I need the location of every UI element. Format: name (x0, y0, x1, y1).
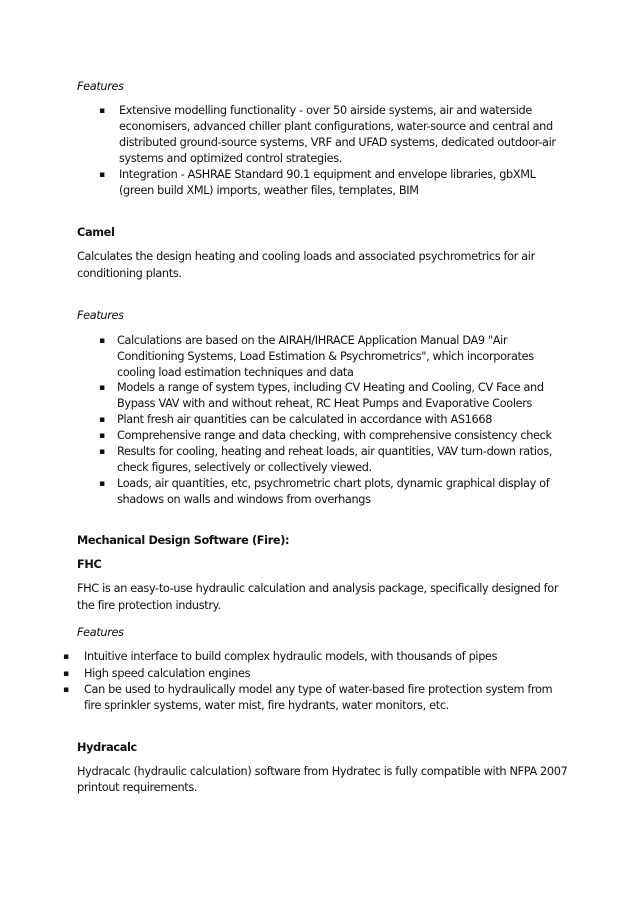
bullet-icon: ▪ (99, 336, 106, 346)
list-item-line: Results for cooling, heating and reheat loads, air quantities, VAV turn-down ratios, (117, 445, 552, 458)
paragraph-line: the fire protection industry. (77, 599, 221, 612)
bullet-icon: ▪ (99, 447, 106, 457)
bullet-icon: ▪ (63, 669, 70, 679)
bullet-icon: ▪ (99, 383, 106, 393)
list-item-line: systems and optimized control strategies. (119, 152, 342, 165)
list-item-line: Intuitive interface to build complex hydraulic models, with thousands of pipes (84, 650, 498, 663)
list-item-line: Comprehensive range and data checking, with comprehensive consistency check (117, 429, 552, 442)
paragraph-line: Hydracalc (hydraulic calculation) software from Hydratec is fully compatible with NFPA 2007 (77, 765, 568, 778)
list-item-line: Plant fresh air quantities can be calculated in accordance with AS1668 (117, 413, 493, 426)
paragraph-line: printout requirements. (77, 781, 198, 794)
list-item-line: High speed calculation engines (84, 667, 251, 680)
bullet-icon: ▪ (99, 479, 106, 489)
features-heading: Features (77, 309, 124, 322)
bullet-icon: ▪ (99, 415, 106, 425)
list-item-line: Bypass VAV with and without reheat, RC Heat Pumps and Evaporative Coolers (117, 397, 533, 410)
list-item-line: cooling load estimation techniques and data (117, 366, 354, 379)
list-item-line: Can be used to hydraulically model any type of water-based fire protection system from (84, 683, 553, 696)
list-item-line: Calculations are based on the AIRAH/IHRACE Application Manual DA9 "Air (117, 334, 508, 347)
list-item-line: Conditioning Systems, Load Estimation & Psychrometrics", which incorporates (117, 350, 534, 363)
list-item-line: Integration - ASHRAE Standard 90.1 equipment and envelope libraries, gbXML (119, 168, 536, 181)
list-item-line: check figures, selectively or collectively viewed. (117, 461, 372, 474)
list-item-line: fire sprinkler systems, water mist, fire hydrants, water monitors, etc. (84, 699, 449, 712)
section-title-camel: Camel (77, 226, 115, 239)
section-title-hydracalc: Hydracalc (77, 741, 137, 754)
section-title-mechanical-fire: Mechanical Design Software (Fire): (77, 534, 290, 547)
bullet-icon: ▪ (63, 685, 70, 695)
list-item-line: Loads, air quantities, etc, psychrometric chart plots, dynamic graphical display of (117, 477, 550, 490)
features-heading: Features (77, 626, 124, 639)
list-item-line: Extensive modelling functionality - over 50 airside systems, air and waterside (119, 104, 532, 117)
section-title-fhc: FHC (77, 558, 102, 571)
paragraph-line: conditioning plants. (77, 267, 182, 280)
list-item-line: economisers, advanced chiller plant configurations, water-source and central and (119, 120, 553, 133)
list-item-line: distributed ground-source systems, VRF and UFAD systems, dedicated outdoor-air (119, 136, 556, 149)
bullet-icon: ▪ (63, 652, 70, 662)
list-item-line: Models a range of system types, including CV Heating and Cooling, CV Face and (117, 381, 544, 394)
bullet-icon: ▪ (99, 106, 106, 116)
list-item-line: shadows on walls and windows from overhangs (117, 493, 371, 506)
list-item-line: (green build XML) imports, weather files, templates, BIM (119, 184, 419, 197)
bullet-icon: ▪ (99, 431, 106, 441)
features-heading: Features (77, 80, 124, 93)
paragraph-line: Calculates the design heating and cooling loads and associated psychrometrics for air (77, 250, 535, 263)
bullet-icon: ▪ (99, 170, 106, 180)
paragraph-line: FHC is an easy-to-use hydraulic calculation and analysis package, specifically designed for (77, 582, 559, 595)
